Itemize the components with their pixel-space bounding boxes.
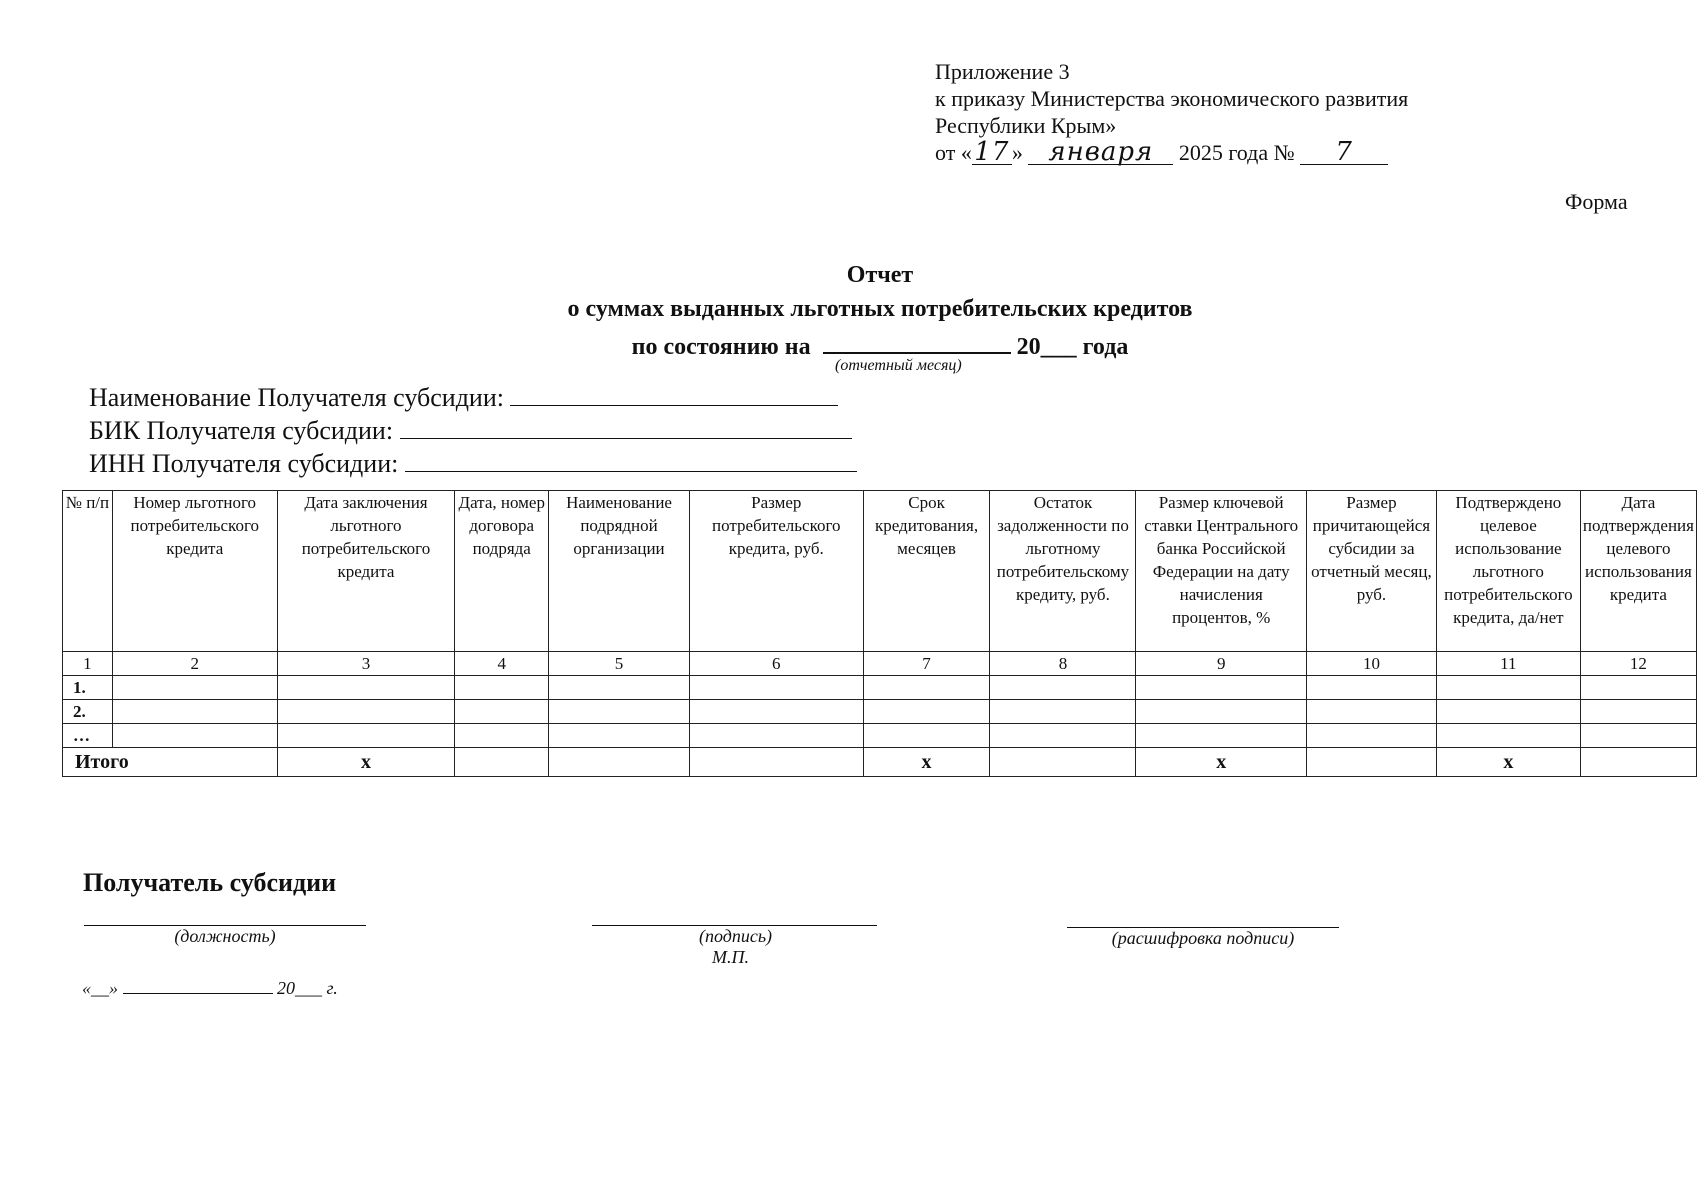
date-day-blank: «__»: [82, 978, 118, 998]
report-table: [62, 490, 1697, 777]
header-cell: Дата заключения льготного потребительского кредита: [277, 491, 455, 652]
table-cell[interactable]: [277, 700, 455, 724]
table-cell[interactable]: [1306, 676, 1436, 700]
row-label: …: [63, 724, 113, 748]
decoding-caption: (расшифровка подписи): [1111, 928, 1295, 948]
header-cell: Размер потребительского кредита, руб.: [689, 491, 863, 652]
appendix-line-1: Приложение 3: [935, 59, 1070, 84]
header-cell: Размер ключевой ставки Центрального банка Российской Федерации на дату начисления процентов, %: [1136, 491, 1307, 652]
table-cell[interactable]: [112, 724, 277, 748]
table-cell[interactable]: [277, 676, 455, 700]
total-cell[interactable]: [990, 748, 1136, 777]
table-cell[interactable]: [863, 676, 990, 700]
table-header-row: [63, 491, 1697, 652]
table-cell[interactable]: [689, 700, 863, 724]
date-year: 2025 года №: [1173, 140, 1301, 165]
table-cell[interactable]: [549, 724, 690, 748]
appendix-line-3: Республики Крым»: [935, 113, 1117, 138]
title-line-2: о суммах выданных льготных потребительских кредитов: [567, 296, 1193, 322]
title-line-1: Отчет: [846, 262, 914, 288]
form-label: Форма: [1565, 189, 1628, 214]
column-number: 2: [112, 652, 277, 676]
table-cell[interactable]: [455, 724, 549, 748]
recipient-bik-field: [89, 414, 852, 446]
table-cell[interactable]: [112, 700, 277, 724]
table-cell[interactable]: [1580, 724, 1696, 748]
decoding-field: [1067, 927, 1339, 949]
column-number: 1: [63, 652, 113, 676]
table-cell[interactable]: [990, 724, 1136, 748]
column-number: 10: [1306, 652, 1436, 676]
column-number-row: [63, 652, 1697, 676]
stamp-caption: М.П.: [712, 947, 749, 967]
table-cell[interactable]: [277, 724, 455, 748]
table-cell[interactable]: [689, 676, 863, 700]
total-row: [63, 748, 1697, 777]
table-cell[interactable]: [1436, 676, 1580, 700]
total-cell[interactable]: [689, 748, 863, 777]
column-number: 9: [1136, 652, 1307, 676]
table-cell[interactable]: [1580, 676, 1696, 700]
total-cell[interactable]: [1580, 748, 1696, 777]
table-cell[interactable]: [1580, 700, 1696, 724]
header-cell: Дата, номер договора подряда: [455, 491, 549, 652]
column-number: 3: [277, 652, 455, 676]
total-cell[interactable]: [549, 748, 690, 777]
column-number: 6: [689, 652, 863, 676]
signature-field: [592, 925, 877, 968]
row-label: 2.: [63, 700, 113, 724]
table-cell[interactable]: [1436, 724, 1580, 748]
month-blank: [823, 326, 1011, 354]
order-number-handwritten: 7: [1300, 140, 1388, 165]
recipient-inn-label: ИНН Получателя субсидии:: [89, 449, 399, 478]
header-cell: Наименование подрядной организации: [549, 491, 690, 652]
total-cell: x: [1436, 748, 1580, 777]
title-suffix: года: [1082, 334, 1129, 360]
table-cell[interactable]: [549, 676, 690, 700]
header-cell: Подтверждено целевое использование льготного потребительского кредита, да/нет: [1436, 491, 1580, 652]
report-title: [0, 258, 1697, 364]
table-cell[interactable]: [1436, 700, 1580, 724]
table-cell[interactable]: [455, 676, 549, 700]
total-cell: x: [863, 748, 990, 777]
table-cell[interactable]: [1136, 676, 1307, 700]
table-cell[interactable]: [990, 700, 1136, 724]
position-signature-field: [84, 925, 366, 947]
recipient-inn-blank: [405, 447, 857, 472]
recipient-bik-blank: [400, 414, 852, 439]
header-cell: Срок кредитования, месяцев: [863, 491, 990, 652]
title-prefix: по состоянию на: [631, 334, 811, 360]
appendix-order-date: [935, 139, 1408, 166]
header-cell: Размер причитающейся субсидии за отчетный месяц, руб.: [1306, 491, 1436, 652]
appendix-line-2: к приказу Министерства экономического развития: [935, 86, 1409, 111]
date-mid: »: [1011, 140, 1029, 165]
position-caption: (должность): [174, 926, 276, 946]
signature-caption: (подпись): [698, 926, 773, 946]
table-cell[interactable]: [1136, 700, 1307, 724]
column-number: 5: [549, 652, 690, 676]
table-cell[interactable]: [689, 724, 863, 748]
recipient-name-blank: [510, 381, 838, 406]
title-year: 20___: [1016, 334, 1077, 360]
table-row: [63, 676, 1697, 700]
table-cell[interactable]: [1136, 724, 1307, 748]
table-cell[interactable]: [549, 700, 690, 724]
table-cell[interactable]: [1306, 700, 1436, 724]
order-day-handwritten: 17: [972, 140, 1012, 165]
order-month-handwritten: января: [1028, 140, 1173, 165]
recipient-bik-label: БИК Получателя субсидии:: [89, 416, 394, 445]
total-cell: x: [1136, 748, 1307, 777]
table-cell[interactable]: [863, 724, 990, 748]
column-number: 7: [863, 652, 990, 676]
signature-date: [82, 978, 338, 999]
column-number: 11: [1436, 652, 1580, 676]
recipient-name-field: [89, 381, 838, 413]
total-cell: x: [277, 748, 455, 777]
table-cell[interactable]: [1306, 724, 1436, 748]
date-prefix: от «: [935, 140, 972, 165]
table-row: [63, 724, 1697, 748]
total-label: Итого: [63, 748, 278, 777]
recipient-inn-field: [89, 447, 857, 479]
appendix-block: [935, 58, 1408, 166]
total-cell[interactable]: [455, 748, 549, 777]
recipient-name-label: Наименование Получателя субсидии:: [89, 383, 504, 412]
header-cell: Дата подтверждения целевого использования кредита: [1580, 491, 1696, 652]
date-month-blank[interactable]: [123, 993, 273, 994]
column-number: 4: [455, 652, 549, 676]
recipient-heading: Получатель субсидии: [83, 868, 337, 897]
header-cell: Остаток задолженности по льготному потребительскому кредиту, руб.: [990, 491, 1136, 652]
header-cell: № п/п: [63, 491, 113, 652]
month-hint: (отчетный месяц): [835, 357, 962, 374]
column-number: 8: [990, 652, 1136, 676]
table-cell[interactable]: [112, 676, 277, 700]
total-cell[interactable]: [1306, 748, 1436, 777]
table-cell[interactable]: [863, 700, 990, 724]
table-cell[interactable]: [990, 676, 1136, 700]
date-year-text: 20___ г.: [277, 978, 338, 998]
table-row: [63, 700, 1697, 724]
table-cell[interactable]: [455, 700, 549, 724]
row-label: 1.: [63, 676, 113, 700]
header-cell: Номер льготного потребительского кредита: [112, 491, 277, 652]
column-number: 12: [1580, 652, 1696, 676]
